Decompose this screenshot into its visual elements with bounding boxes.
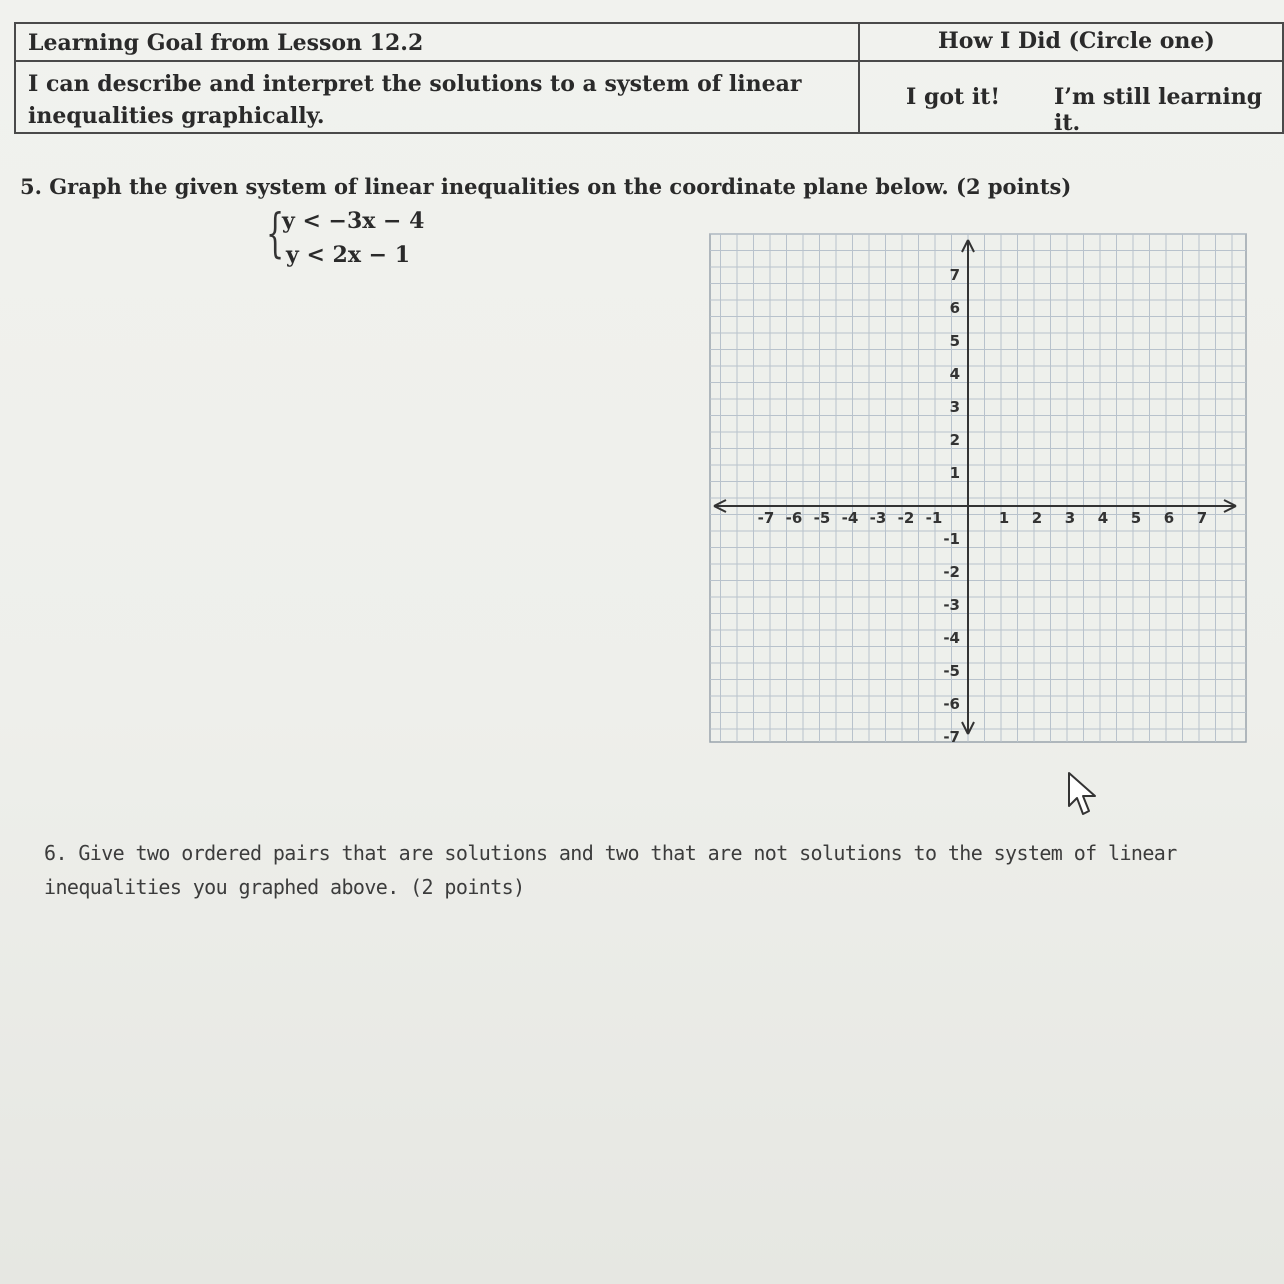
y-tick-label: -1 [943,530,960,548]
y-tick-label: 5 [949,332,960,350]
x-tick-label: -5 [813,509,831,527]
learning-goal-text: I can describe and interpret the solutions to a system of linear inequalities graphically. [28,71,802,129]
learning-goal-header: Learning Goal from Lesson 12.2 [28,30,424,56]
mouse-pointer-icon [1066,770,1100,820]
how-i-did-header: How I Did (Circle one) [938,28,1215,54]
y-tick-label: 7 [949,266,960,284]
y-tick-label: -7 [943,728,960,746]
inequality-1: y < −3x − 4 [282,208,425,234]
x-tick-label: 6 [1163,509,1175,527]
self-assessment-option-still-learning[interactable]: I’m still learning it. [1054,84,1263,136]
y-tick-label: 6 [949,299,960,317]
x-tick-label: -7 [757,509,775,527]
x-tick-label: 4 [1097,509,1109,527]
system-brace: { [266,204,285,264]
y-tick-label: -5 [943,662,960,680]
x-tick-label: 5 [1130,509,1142,527]
learning-goal-table [14,22,1284,134]
table-column-divider [858,24,860,132]
x-tick-label: 1 [998,509,1010,527]
y-tick-label: -4 [943,629,960,647]
y-tick-label: 3 [949,398,960,416]
x-tick-label: 3 [1064,509,1076,527]
y-tick-label: 2 [949,431,960,449]
question-5-prompt: 5. Graph the given system of linear inequalities on the coordinate plane below. (2 points) [20,174,1072,199]
question-6-prompt: 6. Give two ordered pairs that are solutions and two that are not solutions to the system of linear inequalities you graphed above. (2 points) [44,841,1177,899]
x-tick-label: 2 [1031,509,1043,527]
y-tick-label: -6 [943,695,960,713]
x-tick-label: 7 [1196,509,1208,527]
y-tick-label: -3 [943,596,960,614]
table-row-divider [16,60,1282,62]
x-tick-label: -3 [869,509,887,527]
coordinate-plane[interactable] [706,228,1248,748]
x-tick-label: -6 [785,509,803,527]
y-tick-label: 4 [949,365,960,383]
x-tick-label: -4 [841,509,859,527]
y-tick-label: -2 [943,563,960,581]
x-tick-label: -2 [897,509,915,527]
inequality-2: y < 2x − 1 [286,242,411,268]
x-tick-label: -1 [925,509,943,527]
self-assessment-option-got-it[interactable]: I got it! [906,84,1001,110]
y-tick-label: 1 [949,464,960,482]
